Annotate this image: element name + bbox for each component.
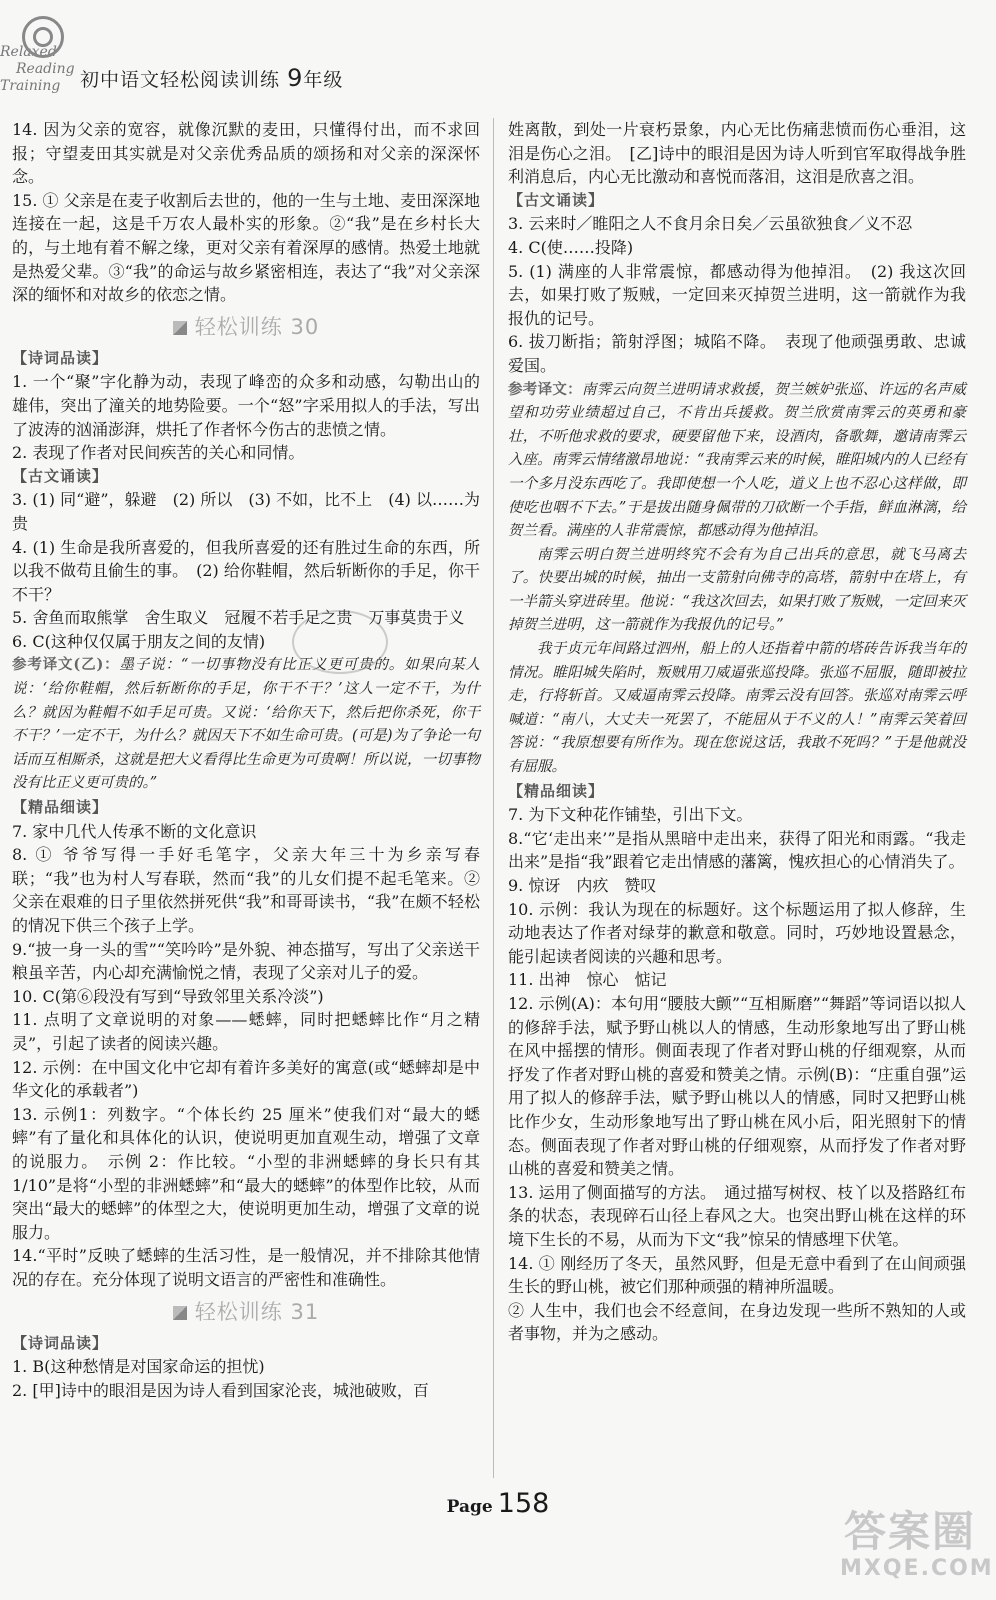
answer-14: 14. 因为父亲的宽容，就像沉默的麦田，只懂得付出，而不求回报；守望麦田其实就是对父亲优秀品质的颂扬和对父亲的深深怀念。 [12,120,480,187]
subsection-classic: 【古文诵读】 [12,466,109,485]
answer-2: 2. 表现了作者对民间疾苦的关心和同情。 [12,443,305,463]
grade-number: 9 [287,64,304,92]
book-title-text: 初中语文轻松阅读训练 [80,69,281,91]
answer-4: 4. C(使……投降) [508,237,634,257]
watermark-url: MXQE.COM [840,1556,994,1581]
answer-2-continued: 姓离散，到处一片衰朽景象，内心无比伤痛悲愤而伤心垂泪，这泪是伤心之泪。 [乙]诗中的眼泪是因为诗人听到官军取得战争胜利消息后，内心无比激动和喜悦而落泪，这泪是欣喜之泪。 [508,120,966,187]
section-heading-text: 轻松训练 31 [194,1299,320,1324]
answer-14: 14. ① 刚经历了冬天，虽然风野，但是无意中看到了在山间顽强生长的野山桃，被它们那种顽强的精神所温暖。 [508,1253,966,1297]
reference-translation [508,378,966,544]
reference-paragraph-2: 南霁云明白贺兰进明终究不会有为自己出兵的意思，就飞马离去了。快要出城的时候，抽出一支箭射向佛寺的高塔，箭射中在塔上，有一半箭头穿进砖里。他说：“我这次回去，如果打败了叛贼，一定回来灭掉贺兰进明，这一箭就作为我报仇的记号。” [508,546,966,634]
answer-10: 10. C(第⑥段没有写到“导致邻里关系冷淡”) [12,986,324,1006]
section-heading-training-30 [12,307,480,347]
answer-2: 2. [甲]诗中的眼泪是因为诗人看到国家沦丧，城池破败，百 [12,1380,429,1400]
answer-13: 13. 运用了侧面描写的方法。 通过描写树杈、枝丫以及搭路红布条的状态，表现碎石山径上春风之大。也突出野山桃在这样的环境下生长的不易，从而为下文“我”惊呆的情感埋下伏笔。 [508,1182,966,1249]
watermark-logo [840,1507,994,1588]
subsection-poem: 【诗词品读】 [12,1333,109,1352]
logo-text-2: Reading [16,61,75,77]
answer-1: 1. B(这种愁情是对国家命运的担忧) [12,1357,265,1377]
answer-6: 6. 拔刀断指；箭射浮图；城陷不降。 表现了他顽强勇敢、忠诚爱国。 [508,332,966,375]
answer-15: 15. ① 父亲是在麦子收割后去世的，他的一生与土地、麦田深深地连接在一起，这是千万农人最朴实的形象。②“我”是在乡村长大的，与土地有着不解之缘，更对父亲有着深厚的感情。热爱土地就是热爱父辈。③“我”的命运与故乡紧密相连，表达了“我”对父亲深深的缅怀和对故乡的依恋之情。 [12,190,480,305]
answer-14-part-2: ② 人生中，我们也会不经意间，在身边发现一些所不熟知的人或者事物，并为之感动。 [508,1300,966,1344]
left-column [12,118,480,1402]
book-title [80,64,343,92]
subsection-poem: 【诗词品读】 [12,348,109,367]
faded-stamp [292,610,388,674]
answer-4: 4. (1) 生命是我所喜爱的，但我所喜爱的还有胜过生命的东西，所以我不做苟且偷生的事。 (2) 给你鞋帽，然后斩断你的手足，你干不干？ [12,537,480,604]
page-header [0,0,996,110]
logo-circle-icon [22,16,64,58]
answer-6: 6. C(这种仅仅属于朋友之间的友情) [12,631,266,651]
reference-text: 墨子说：“一切事物没有比正义更可贵的。如果向某人说：‘给你鞋帽，然后斩断你的手足，你干不干？’这人一定不干，为什么？就因为鞋帽不如手足可贵。又说：‘给你天下，然后把你杀死，你干不干？’一定不干，为什么？就因天下不如生命可贵。(可是)为了争论一句话而互相厮杀，这就是把大义看得比生命更为可贵啊！所以说，一切事物没有比正义更可贵的。” [12,657,480,792]
logo-text-1: Relaxed [0,44,57,60]
reference-translation [12,653,480,796]
column-divider [493,118,494,1478]
section-heading-training-31 [12,1292,480,1332]
reference-text: 南霁云向贺兰进明请求救援，贺兰嫉妒张巡、许远的名声威望和功劳业绩超过自己，不肯出兵援救。贺兰欣赏南霁云的英勇和豪壮，不听他求救的要求，硬要留他下来，设酒肉，备歌舞，邀请南霁云入座。南霁云情绪激昂地说：“我南霁云来的时候，睢阳城内的人已经有一个多月没东西吃了。我即使想一个人吃，道义上也不忍心这样做，即使吃也咽不下去。”于是拔出随身佩带的刀砍断一个手指，鲜血淋漓，给贺兰看。满座的人非常震惊，都感动得为他掉泪。 [508,381,967,540]
page-number: 158 [497,1488,550,1519]
subsection-classic: 【古文诵读】 [508,190,605,209]
logo-text-3: Training [0,78,61,94]
relaxed-reading-logo [0,22,75,97]
square-bullet-icon [173,321,187,335]
right-column [508,118,966,1346]
square-bullet-icon [173,1306,187,1320]
answer-5: 5. 舍鱼而取熊掌 舍生取义 冠履不若手足之贵 万事莫贵于义 [12,608,465,628]
answer-3: 3. (1) 同“避”，躲避 (2) 所以 (3) 不如，比不上 (4) 以……为贵 [12,490,480,533]
section-heading-text: 轻松训练 30 [194,314,320,339]
answer-13: 13. 示例1：列数字。“个体长约 25 厘米”使我们对“最大的蟋蟀”有了量化和具体化的认识，使说明更加直观生动，增强了文章的说服力。 示例 2：作比较。“小型的非洲蟋蟀的身长只有其 1/10”是将“小型的非洲蟋蟀”和“最大的蟋蟀”的体型作比较，从而突出“最大的蟋蟀”的体型之大，使说明更加生动，增强了文章的说服力。 [12,1104,480,1242]
answer-8: 8.“它‘走出来’”是指从黑暗中走出来，获得了阳光和雨露。“我走出来”是指“我”跟着它走出情感的藩篱，愧疚担心的心情消失了。 [508,828,966,872]
answer-5: 5. (1) 满座的人非常震惊，都感动得为他掉泪。 (2) 我这次回去，如果打败了叛贼，一定回来灭掉贺兰进明，这一箭就作为我报仇的记号。 [508,261,966,328]
answer-7: 7. 为下文种花作铺垫，引出下文。 [508,805,753,825]
answer-9: 9. 惊讶 内疚 赞叹 [508,876,657,895]
reference-paragraph-3: 我于贞元年间路过泗州，船上的人还指着中箭的塔砖告诉我当年的情况。睢阳城失陷时，叛贼用刀威逼张巡投降。张巡不屈服，随即被拉走，行将斩首。又威逼南霁云投降。南霁云没有回答。张巡对南霁云呼喊道：“南八，大丈夫一死罢了，不能屈从于不义的人！”南霁云笑着回答说：“我原想要有所作为。现在您说这话，我敢不死吗？”于是他就没有屈服。 [508,641,966,776]
reference-label: 参考译文： [508,380,582,398]
answer-8: 8. ① 爷爷写得一手好毛笔字，父亲大年三十为乡亲写春联；“我”也为村人写春联，然而“我”的儿女们提不起毛笔来。② 父亲在艰难的日子里依然拼死供“我”和哥哥读书，“我”在颇不轻松的情况下供三个孩子上学。 [12,845,480,935]
answer-12: 12. 示例(A)：本句用“腰肢大颤”“互相厮磨”“舞蹈”等词语以拟人的修辞手法，赋予野山桃以人的情感，生动形象地写出了野山桃在风中摇摆的情形。侧面表现了作者对野山桃的仔细观察，从而抒发了作者对野山桃的喜爱和赞美之情。示例(B)：“庄重自强”运用了拟人的修辞手法，赋予野山桃以人的情感，同时又把野山桃比作少女，生动形象地写出了野山桃在风小后，阳光照射下的情态。侧面表现了作者对野山桃的仔细观察，从而抒发了作者对野山桃的喜爱和赞美之情。 [508,993,966,1179]
grade-suffix: 年级 [303,69,344,91]
answer-11: 11. 点明了文章说明的对象——蟋蟀，同时把蟋蟀比作“月之精灵”，引起了读者的阅读兴趣。 [12,1010,480,1053]
subsection-fine-reading: 【精品细读】 [12,798,109,817]
watermark-text: 答案圈 [843,1507,976,1556]
answer-3: 3. 云来时／睢阳之人不食月余日矣／云虽欲独食／义不忍 [508,214,913,234]
answer-12: 12. 示例：在中国文化中它却有着许多美好的寓意(或“蟋蟀却是中华文化的承载者”) [12,1057,480,1101]
answer-1: 1. 一个“聚”字化静为动，表现了峰峦的众多和动感，勾勒出山的雄伟，突出了潼关的地势险要。一个“怒”字采用拟人的手法，写出了波涛的汹涌澎湃，烘托了作者怀今伤古的悲愤之情。 [12,372,480,439]
answer-9: 9.“披一身一头的雪”“笑吟吟”是外貌、神态描写，写出了父亲送干粮虽辛苦，内心却充满愉悦之情，表现了父亲对儿子的爱。 [12,939,480,983]
answer-14b: 14.“平时”反映了蟋蟀的生活习性，是一般情况，并不排除其他情况的存在。充分体现了说明文语言的严密性和准确性。 [12,1246,480,1289]
answer-10: 10. 示例：我认为现在的标题好。这个标题运用了拟人修辞，生动地表达了作者对绿芽的歉意和敬意。同时，巧妙地设置悬念，能引起读者阅读的兴趣和思考。 [508,899,966,966]
subsection-fine-reading: 【精品细读】 [508,781,605,800]
answer-11: 11. 出神 惊心 惦记 [508,970,667,990]
answer-7: 7. 家中几代人传承不断的文化意识 [12,821,257,841]
page-label: Page [446,1497,493,1517]
reference-label: 参考译文(乙)： [12,656,120,674]
